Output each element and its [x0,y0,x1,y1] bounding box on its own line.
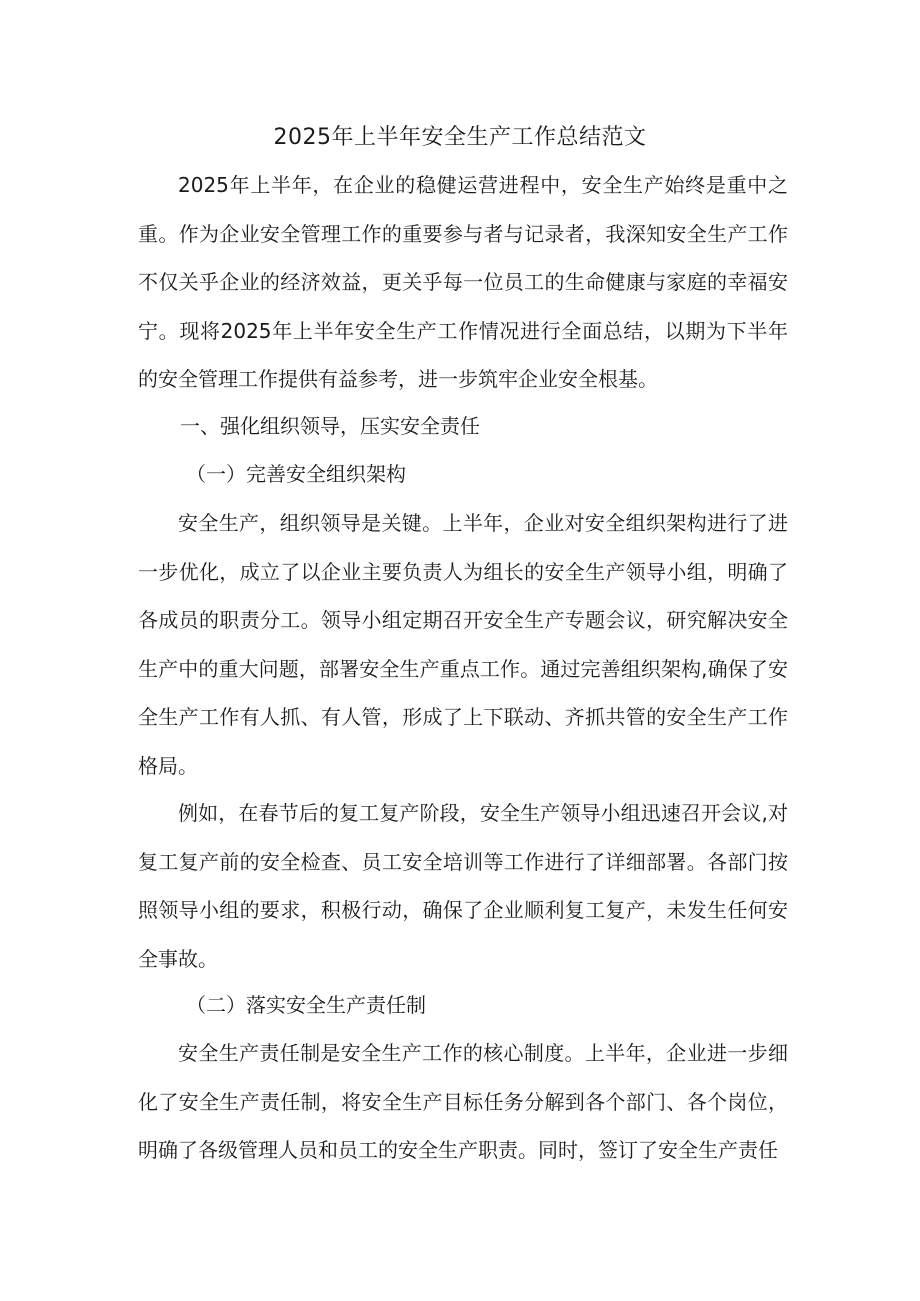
subsection-heading-2: （二）落实安全生产责任制 [186,993,426,1017]
body-paragraph-1: 安全生产，组织领导是关键。上半年，企业对安全组织架构进行了进一步优化，成立了以企业主要负责人为组长的安全生产领导小组，明确了各成员的职责分工。领导小组定期召开安全生产专题会议，研究解决安全生产中的重大问题，部署安全生产重点工作。通过完善组织架构,确保了安全生产工作有人抓、有人管，形成了上下联动、齐抓共管的安全生产工作格局。 [138,511,788,778]
section-heading-1: 一、强化组织领导，压实安全责任 [180,414,480,438]
subsection-heading-1: （一）完善安全组织架构 [186,462,406,486]
intro-paragraph: 2025年上半年，在企业的稳健运营进程中，安全生产始终是重中之重。作为企业安全管理工作的重要参与者与记录者，我深知安全生产工作不仅关乎企业的经济效益，更关乎每一位员工的生命健康与家庭的幸福安宁。现将2025年上半年安全生产工作情况进行全面总结，以期为下半年的安全管理工作提供有益参考，进一步筑牢企业安全根基。 [138,173,788,391]
body-paragraph-3: 安全生产责任制是安全生产工作的核心制度。上半年，企业进一步细化了安全生产责任制，将安全生产目标任务分解到各个部门、各个岗位，明确了各级管理人员和员工的安全生产职责。同时，签订了安全生产责任 [138,1041,788,1162]
body-paragraph-2: 例如，在春节后的复工复产阶段，安全生产领导小组迅速召开会议,对复工复产前的安全检查、员工安全培训等工作进行了详细部署。各部门按照领导小组的要求，积极行动，确保了企业顺利复工复产，未发生任何安全事故。 [138,801,788,971]
document-title: 2025年上半年安全生产工作总结范文 [273,125,647,150]
